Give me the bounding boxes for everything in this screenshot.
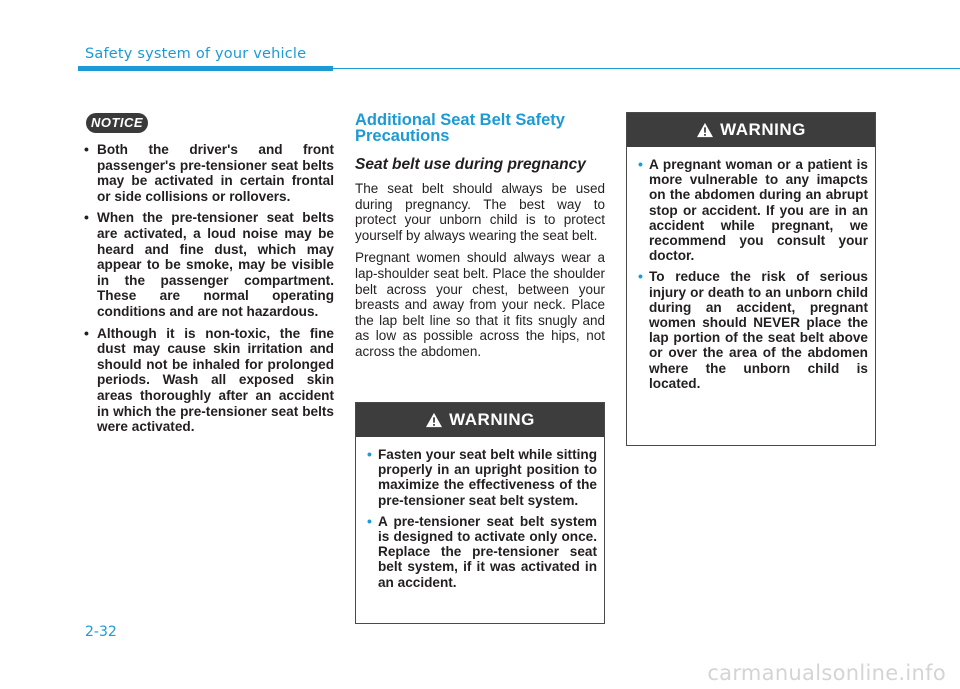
warning-list	[356, 437, 604, 600]
watermark: carmanualsonline.info	[707, 661, 946, 685]
warning-item: • A pre-tensioner seat belt system is designed to activate only once. Replace the pre-tensioner seat belt system, if it was activated in an accident.	[367, 514, 597, 590]
warning-item: • To reduce the risk of serious injury or death to an unborn child during an accident, pregnant women should NEVER place the lap portion of the seat belt above or over the area of the abdomen where the unborn child is located.	[638, 269, 868, 391]
body-paragraph: Pregnant women should always wear a lap-shoulder seat belt. Place the shoulder belt across your chest, between your breasts and away from your neck. Place the lap belt line so that it fits snugly and as low as possible across the hips, not across the abdomen.	[355, 250, 605, 359]
warning-title: WARNING	[720, 120, 806, 139]
warning-title: WARNING	[449, 410, 535, 429]
header-rule-accent	[78, 66, 333, 71]
section-heading: Additional Seat Belt Safety Precautions	[355, 111, 565, 145]
main-column	[355, 112, 605, 360]
warning-header	[627, 113, 875, 147]
warning-box-left	[355, 402, 605, 624]
notice-column	[80, 142, 334, 441]
notice-item: • Although it is non-toxic, the fine dust may cause skin irritation and should not be inhaled for prolonged periods. Wash all exposed skin areas thoroughly after an accident in which the pre-tensioner seat belts were activated.	[80, 326, 334, 435]
notice-list	[80, 142, 334, 435]
warning-item: • A pregnant woman or a patient is more vulnerable to any imapcts on the abdomen during an abrupt stop or accident. If you are in an accident while pregnant, we recommend you consult your doctor.	[638, 157, 868, 263]
warning-triangle-icon	[425, 412, 443, 428]
notice-badge: NOTICE	[86, 113, 148, 133]
warning-item: • Fasten your seat belt while sitting properly in an upright position to maximize the effectiveness of the pre-tensioner seat belt system.	[367, 447, 597, 508]
section-title: Safety system of your vehicle	[85, 46, 307, 62]
body-paragraph: The seat belt should always be used during pregnancy. The best way to protect your unborn child is to protect yourself by always wearing the seat belt.	[355, 181, 605, 243]
warning-box-right	[626, 112, 876, 446]
page-number: 2-32	[85, 624, 117, 640]
header-rule	[333, 68, 960, 69]
warning-list	[627, 147, 875, 401]
notice-item: • When the pre-tensioner seat belts are activated, a loud noise may be heard and fine dust, which may appear to be smoke, may be visible in the passenger compartment. These are normal operating conditions and are not hazardous.	[80, 210, 334, 319]
warning-header	[356, 403, 604, 437]
notice-item: • Both the driver's and front passenger's pre-tensioner seat belts may be activated in certain frontal or side collisions or rollovers.	[80, 142, 334, 204]
warning-triangle-icon	[696, 122, 714, 138]
subsection-heading: Seat belt use during pregnancy	[355, 156, 586, 173]
